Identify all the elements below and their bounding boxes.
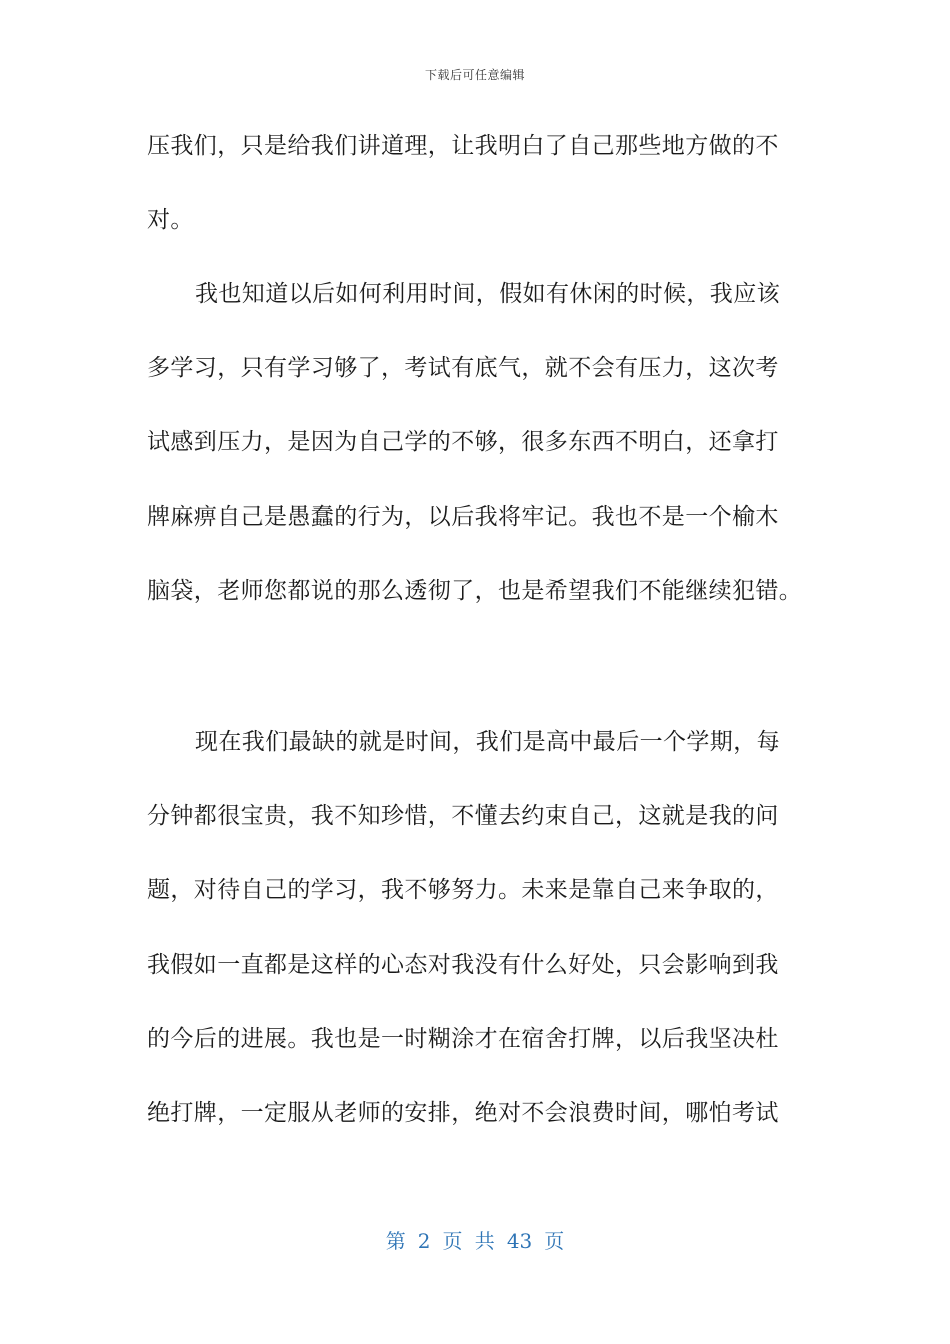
text-line: 题，对待自己的学习，我不够努力。未来是靠自己来争取的， xyxy=(147,877,779,903)
text-line: 脑袋，老师您都说的那么透彻了，也是希望我们不能继续犯错。 xyxy=(147,578,803,604)
text-line: 现在我们最缺的就是时间，我们是高中最后一个学期，每 xyxy=(195,729,780,755)
text-line: 绝打牌，一定服从老师的安排，绝对不会浪费时间，哪怕考试 xyxy=(147,1100,779,1126)
text-line: 对。 xyxy=(147,207,194,233)
current-page-number: 2 xyxy=(417,1229,431,1253)
footer-prefix: 第 xyxy=(385,1229,406,1253)
page-header: 下载后可任意编辑 xyxy=(424,68,525,82)
text-line: 分钟都很宝贵，我不知珍惜，不懂去约束自己，这就是我的问 xyxy=(147,803,779,829)
text-line: 压我们，只是给我们讲道理，让我明白了自己那些地方做的不 xyxy=(147,133,779,159)
footer-middle: 页 共 xyxy=(442,1229,495,1253)
text-line: 多学习，只有学习够了，考试有底气，就不会有压力，这次考 xyxy=(147,355,779,381)
footer-suffix: 页 xyxy=(544,1229,565,1253)
text-line: 试感到压力，是因为自己学的不够，很多东西不明白，还拿打 xyxy=(147,429,779,455)
text-line: 我假如一直都是这样的心态对我没有什么好处，只会影响到我 xyxy=(147,952,779,978)
text-line: 牌麻痹自己是愚蠢的行为，以后我将牢记。我也不是一个榆木 xyxy=(147,504,779,530)
total-page-count: 43 xyxy=(506,1229,533,1253)
page-number-footer xyxy=(0,1225,950,1254)
text-line: 我也知道以后如何利用时间，假如有休闲的时候，我应该 xyxy=(195,281,780,307)
text-line: 的今后的进展。我也是一时糊涂才在宿舍打牌，以后我坚决杜 xyxy=(147,1026,779,1052)
